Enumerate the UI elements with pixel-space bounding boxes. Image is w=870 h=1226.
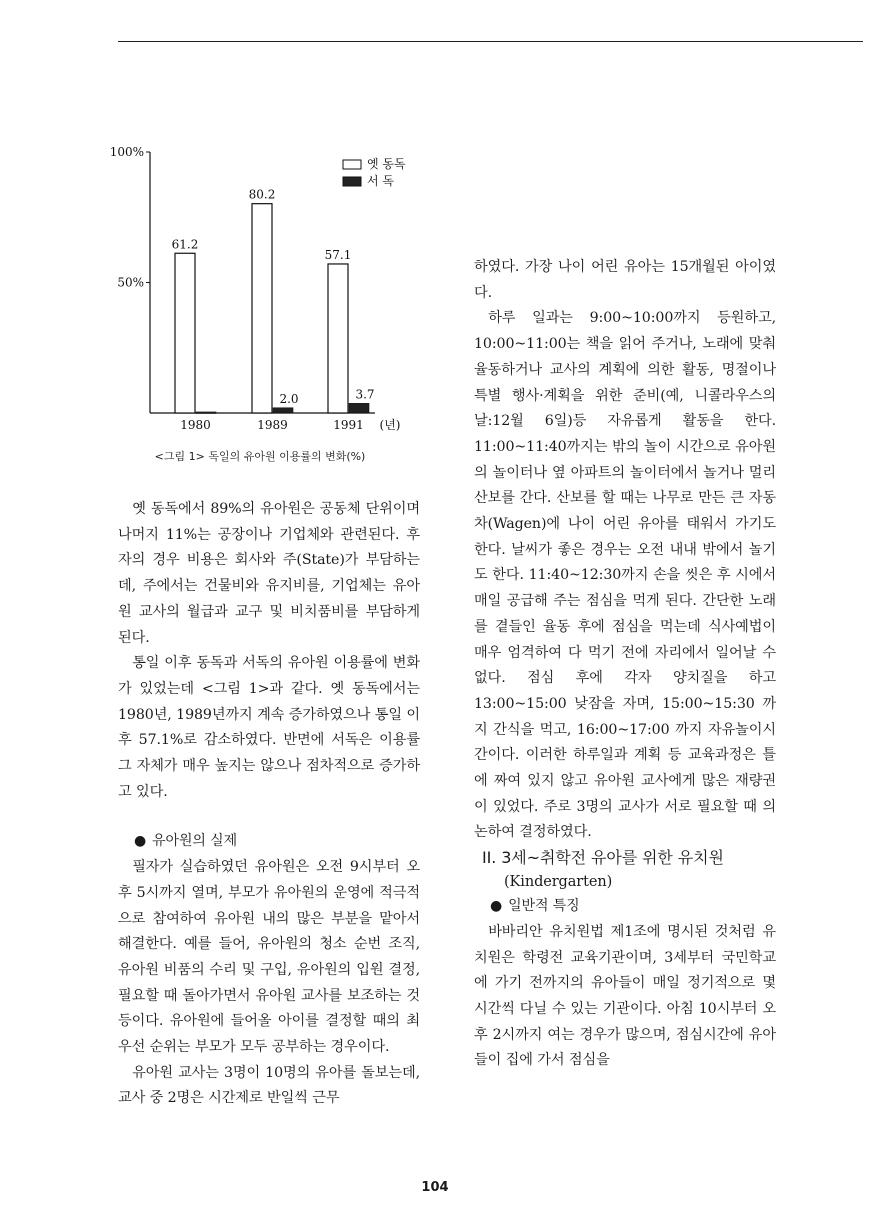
x-tick-label: 1991 xyxy=(333,418,364,432)
data-label: 2.0 xyxy=(279,391,299,406)
top-rule xyxy=(118,41,863,42)
heading-general-text: 일반적 특징 xyxy=(508,898,580,915)
figure-caption: <그림 1> 독일의 유아원 이용률의 변화(%) xyxy=(154,450,366,463)
legend-swatch xyxy=(343,177,361,186)
x-tick-label: 1980 xyxy=(180,418,211,432)
right-column xyxy=(474,255,776,1074)
right-paragraph-2: 하루 일과는 9:00~10:00까지 등원하고, 10:00~11:00는 책을 읽어 주거나, 노래에 맞춰 율동하거나 교사의 계획에 의한 활동, 명절이나 특별 행사·계획을 위한 준비(예, 니콜라우스의 날:12월 6일)등 자유롭게 활동을 한다. 11:00~11:40까지는 밖의 놀이 시간으로 유아원의 놀이터나 옆 아파트의 놀이터에서 놀거나 멀리 산보를 간다. 산보를 할 때는 나무로 만든 큰 자동차(Wagen)에 나이 어린 유아를 태워서 가기도 한다. 날씨가 좋은 경우는 오전 내내 밖에서 놀기도 한다. 11:40~12:30까지 손을 씻은 후 시에서 매일 공급해 주는 점심을 먹게 된다. 간단한 노래를 곁들인 율동 후에 점심을 먹는데 식사예법이 매우 엄격하여 다 먹기 전에 자리에서 일어날 수 없다. 점심 후에 각자 양치질을 하고 13:00~15:00 낮잠을 자며, 15:00~15:30 까지 간식을 먹고, 16:00~17:00 까지 자유놀이시간이다. 이러한 하루일과 계획 등 교육과정은 틀에 짜여 있지 않고 유아원 교사에게 많은 재량권이 있었다. 주로 3명의 교사가 서로 필요할 때 의논하여 결정하였다. xyxy=(474,310,776,841)
right-paragraph-1: 하였다. 가장 나이 어린 유아는 15개월된 아이였다. xyxy=(474,259,776,301)
bar-east-germany xyxy=(328,264,348,413)
legend-swatch xyxy=(343,160,361,169)
heading-general xyxy=(474,894,776,920)
left-paragraph-3: 필자가 실습하였던 유아원은 오전 9시부터 오후 5시까지 열며, 부모가 유아원의 운영에 적극적으로 참여하여 유아원 내의 많은 부분을 맡아서 해결한다. 예를 들어, 유아원의 청소 순번 조직, 유아원 비품의 수리 및 구입, 유아원의 입원 결정, 필요할 때 돌아가면서 유아원 교사를 보조하는 것 등이다. 유아원에 들어올 아이를 결정할 때의 최우선 순위는 부모가 모두 공부하는 경우이다. xyxy=(118,859,420,1056)
left-column xyxy=(118,497,420,1112)
bar-west-germany xyxy=(349,403,369,413)
data-label: 3.7 xyxy=(355,387,375,402)
left-paragraph-2: 통일 이후 동독과 서독의 유아원 이용률에 변화가 있었는데 <그림 1>과 같다. 옛 동독에서는 1980년, 1989년까지 계속 증가하였으나 통일 이후 57.1%로 감소하였다. 반면에 서독은 이용률 그 자체가 매우 높지는 않으나 점차적으로 증가하고 있다. xyxy=(118,655,420,800)
left-paragraph-4: 유아원 교사는 3명이 10명의 유아를 돌보는데, 교사 중 2명은 시간제로 반일씩 근무 xyxy=(118,1064,420,1107)
page-number: 104 xyxy=(421,1180,449,1195)
data-label: 80.2 xyxy=(248,187,276,202)
section-subtitle: (Kindergarten) xyxy=(504,874,613,891)
bar-east-germany xyxy=(252,204,272,413)
y-tick-label: 50% xyxy=(117,275,144,290)
section-title: II. 3세~취학전 유아를 위한 유치원 xyxy=(482,848,724,868)
legend-label: 옛 동독 xyxy=(367,157,406,171)
bar-east-germany xyxy=(175,253,195,413)
x-unit-label: (년) xyxy=(379,418,401,432)
left-paragraph-1: 옛 동독에서 89%의 유아원은 공동체 단위이며 나머지 11%는 공장이나 기업체와 관련된다. 후자의 경우 비용은 회사와 주(State)가 부담하는데, 주에서는 건물비와 유지비를, 기업체는 유아원 교사의 월급과 교구 및 비치품비를 부담하게 된다. xyxy=(118,501,420,646)
data-label: 61.2 xyxy=(171,237,199,252)
data-label: 57.1 xyxy=(324,247,352,262)
utilization-bar-chart xyxy=(100,140,420,440)
bar-west-germany xyxy=(196,412,216,414)
legend-label: 서 독 xyxy=(367,174,394,188)
bullet-icon: ● xyxy=(134,833,147,850)
x-tick-label: 1989 xyxy=(257,418,288,432)
right-paragraph-3: 바바리안 유치원법 제1조에 명시된 것처럼 유치원은 학령전 교육기관이며, 3세부터 국민학교에 가기 전까지의 유아들이 매일 정기적으로 몇 시간씩 다닐 수 있는 기관이다. 아침 10시부터 오후 2시까지 여는 경우가 많으며, 점심시간에 유아들이 집에 가서 점심을 xyxy=(474,923,776,1069)
heading-practice-text: 유아원의 실제 xyxy=(152,833,238,850)
bullet-icon: ● xyxy=(490,898,503,915)
bar-west-germany xyxy=(273,408,293,413)
heading-practice xyxy=(118,829,420,855)
y-tick-label: 100% xyxy=(109,145,144,159)
